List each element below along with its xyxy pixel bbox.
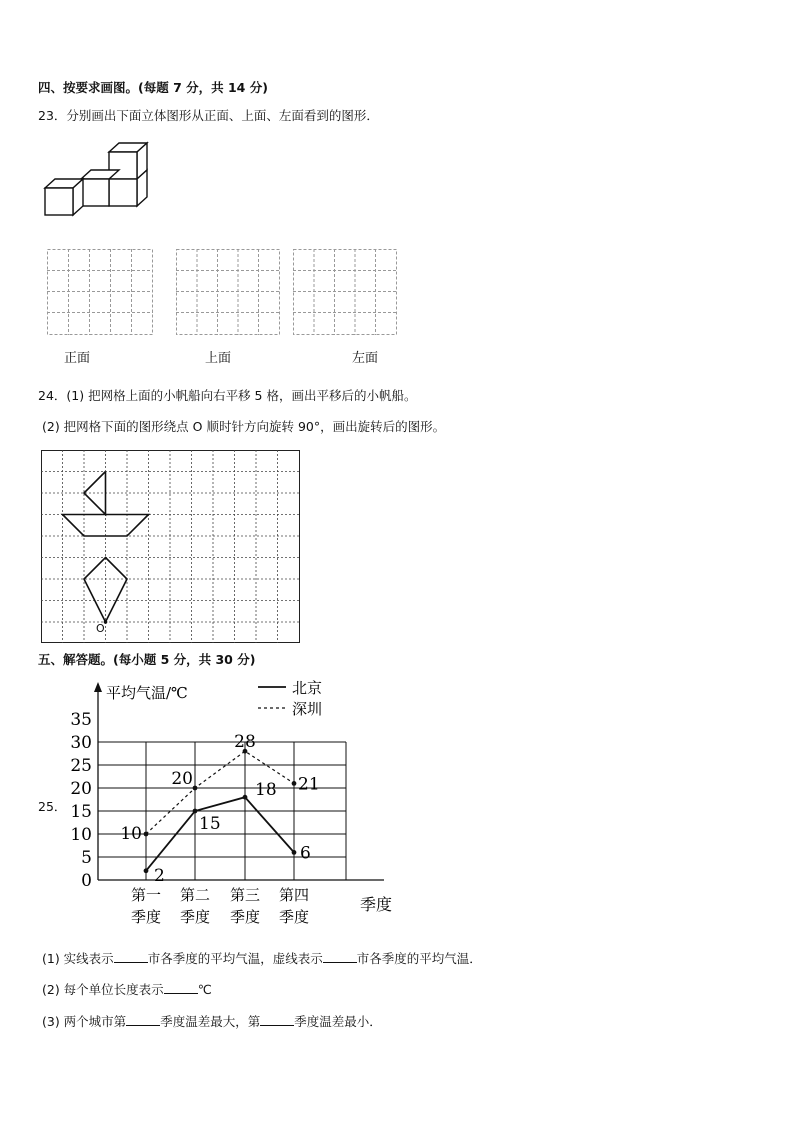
q25-sub3-c: 季度温差最小． <box>294 1014 382 1029</box>
q25-blank-unit[interactable] <box>164 982 198 994</box>
y-tick-label: 10 <box>70 825 92 845</box>
data-label: 6 <box>300 843 311 864</box>
x-tick-label: 季度 <box>278 908 310 926</box>
data-point <box>193 809 198 814</box>
data-point <box>144 868 149 873</box>
data-label: 10 <box>120 824 142 844</box>
q25-blank-dashed-city[interactable] <box>323 951 357 963</box>
data-label: 2 <box>154 865 165 886</box>
y-tick-label: 25 <box>70 756 92 776</box>
x-tick-label: 第四 <box>278 886 310 904</box>
legend-label: 深圳 <box>292 700 323 718</box>
q24-grid[interactable] <box>41 450 301 644</box>
y-axis-title: 平均气温/℃ <box>106 684 188 702</box>
q25-sub1-b: 市各季度的平均气温，虚线表示 <box>147 951 323 966</box>
q25-sub3-a: (3) 两个城市第 <box>42 1014 127 1029</box>
x-tick-label: 第一 <box>130 886 162 904</box>
data-label: 21 <box>298 774 320 795</box>
x-tick-label: 季度 <box>229 908 261 926</box>
y-tick-label: 0 <box>81 871 92 891</box>
front-view-label: 正面 <box>64 351 91 366</box>
q25-sub2-b: ℃ <box>197 982 212 997</box>
q24-part2: (2) 把网格下面的图形绕点 O 顺时针方向旋转 90°，画出旋转后的图形。 <box>42 419 446 434</box>
data-point <box>193 786 198 791</box>
x-axis-title: 季度 <box>359 895 393 914</box>
y-tick-label: 30 <box>70 733 92 753</box>
left-view-grid[interactable] <box>293 249 397 335</box>
x-tick-label: 季度 <box>179 908 211 926</box>
q25-sub3-b: 季度温差最大，第 <box>160 1014 261 1029</box>
legend-label: 北京 <box>292 679 323 697</box>
q24-part1: 24．(1) 把网格上面的小帆船向右平移 5 格，画出平移后的小帆船。 <box>38 388 417 403</box>
point-o-label: O <box>96 622 105 635</box>
y-tick-label: 15 <box>70 802 92 822</box>
data-point <box>243 795 248 800</box>
data-point <box>292 781 297 786</box>
front-view-grid[interactable] <box>47 249 153 335</box>
data-point <box>144 832 149 837</box>
data-point <box>292 850 297 855</box>
left-view-label: 左面 <box>352 351 379 366</box>
q25-sub1-c: 市各季度的平均气温． <box>356 951 482 966</box>
x-tick-label: 第三 <box>229 886 261 904</box>
q25-sub3 <box>42 1012 382 1030</box>
q25-sub1-a: (1) 实线表示 <box>42 951 114 966</box>
section-5-heading: 五、解答题。(每小题 5 分，共 30 分) <box>38 652 256 667</box>
q25-blank-solid-city[interactable] <box>114 951 148 963</box>
q25-number: 25． <box>38 799 67 814</box>
x-tick-label: 第二 <box>179 886 211 904</box>
temperature-line-chart <box>66 672 406 926</box>
data-label: 18 <box>255 780 277 801</box>
q25-sub1 <box>42 949 482 967</box>
cube-stack-figure <box>42 140 152 220</box>
y-axis-arrow <box>94 682 102 692</box>
q23-prompt: 23．分别画出下面立体图形从正面、上面、左面看到的图形． <box>38 108 379 123</box>
q25-blank-min-quarter[interactable] <box>260 1014 294 1026</box>
x-tick-label: 季度 <box>130 908 162 926</box>
section-4-heading: 四、按要求画图。(每题 7 分，共 14 分) <box>38 80 268 95</box>
data-label: 15 <box>199 814 221 834</box>
y-tick-label: 5 <box>81 848 92 868</box>
data-label: 20 <box>171 769 193 789</box>
top-view-label: 上面 <box>205 351 232 366</box>
y-tick-label: 20 <box>70 779 92 799</box>
data-label: 28 <box>234 732 256 753</box>
q25-blank-max-quarter[interactable] <box>126 1014 160 1026</box>
q25-sub2 <box>42 980 212 998</box>
q25-sub2-a: (2) 每个单位长度表示 <box>42 982 164 997</box>
top-view-grid[interactable] <box>176 249 280 335</box>
y-tick-label: 35 <box>70 710 92 730</box>
